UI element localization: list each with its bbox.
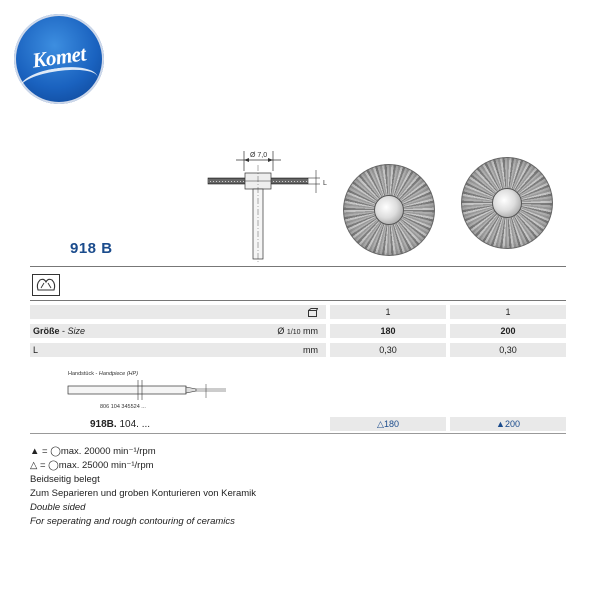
divider [30,433,566,434]
divider [30,266,566,267]
thickness-label: L [323,180,327,187]
note-en-usage: For seperating and rough contouring of ceramics [30,516,235,527]
divider [30,300,566,301]
size-row [30,324,566,338]
size-value-180: 180 [330,324,446,338]
order-code: 918B. 104. ... [90,419,151,430]
note-de-usage: Zum Separieren und groben Konturieren von Keramik [30,488,257,499]
handpiece-ref-code: 806 104 345524 ... [100,404,146,410]
length-row [30,343,566,357]
pack-qty-200: 1 [450,305,566,319]
brand-logo [14,14,104,104]
speed-note-outline: △ = ◯max. 25000 min⁻¹/rpm [30,460,154,471]
diameter-label: Ø 7,0 [250,152,268,159]
disc-hub [374,195,404,225]
product-code-title: 918 B [70,240,113,257]
length-unit: mm [303,345,318,355]
contouring-usage-icon [32,274,60,296]
pack-row [30,305,566,319]
length-value-200: 0,30 [450,343,566,357]
notes-block [30,445,256,529]
handpiece-shank-diagram [66,380,231,404]
size-value-200: 200 [450,324,566,338]
brand-name: Komet [30,41,88,73]
note-en-coating: Double sided [30,502,86,513]
pack-icon [308,305,318,319]
size-label: Größe - Size [33,326,86,336]
length-value-180: 0,30 [330,343,446,357]
order-value-200: ▲200 [450,417,566,431]
pack-qty-180: 1 [330,305,446,319]
handpiece-label: Handstück - Handpiece (HP) [68,371,139,377]
disc-hub [492,188,522,218]
order-row [30,417,566,431]
note-de-coating: Beidseitig belegt [30,474,100,485]
speed-note-filled: ▲ = ◯max. 20000 min⁻¹/rpm [30,446,156,457]
order-value-180: △180 [330,417,446,431]
disc-image-180 [343,164,435,256]
disc-side-view-diagram [198,145,338,265]
length-label: L [33,345,39,355]
size-unit: Ø 1/10 mm [277,326,318,336]
disc-image-200 [461,157,553,249]
